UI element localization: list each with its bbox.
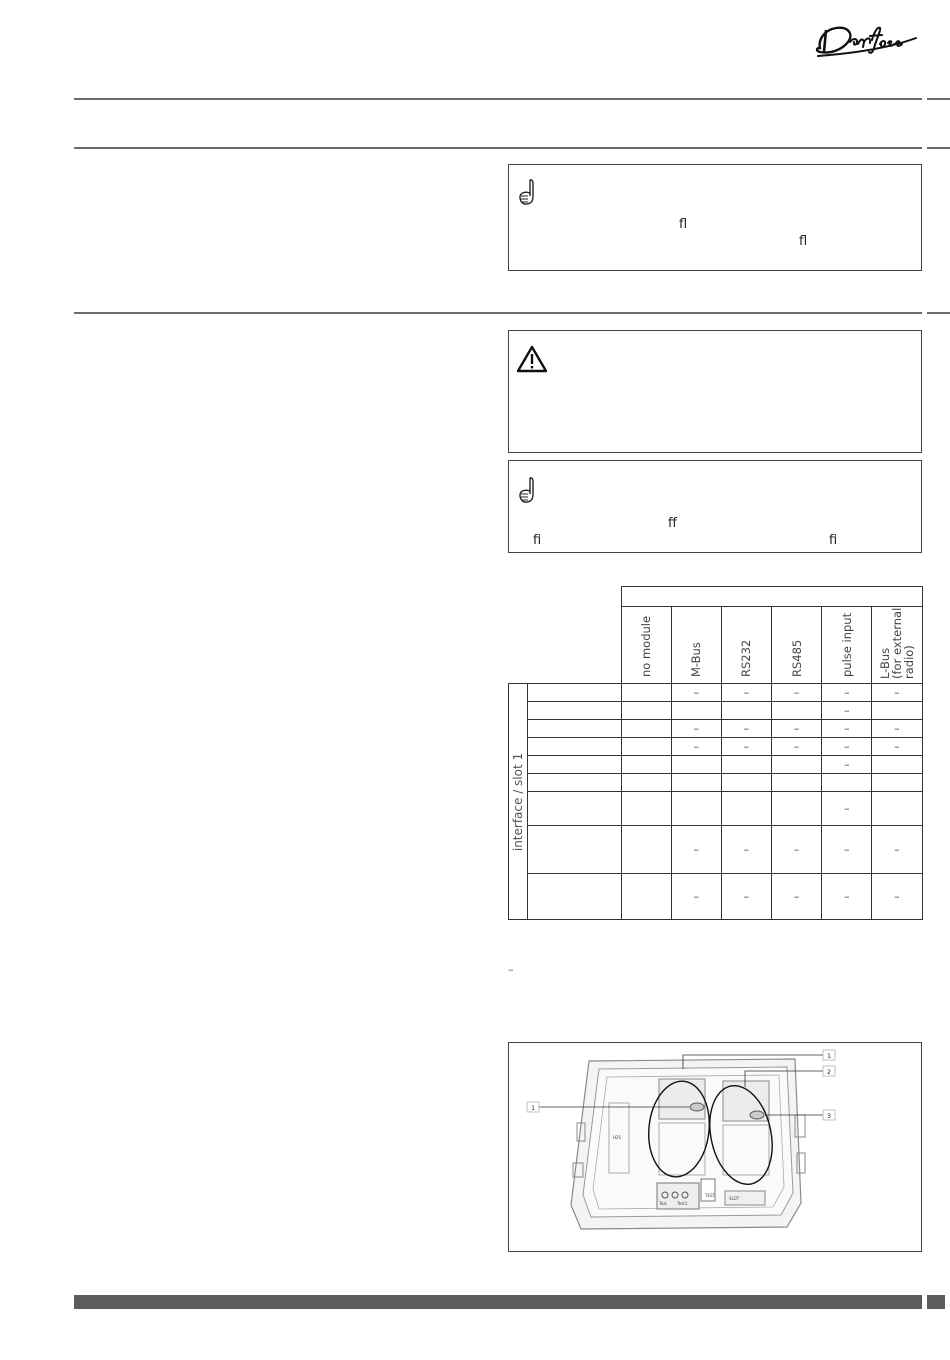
- table-cell: –: [671, 826, 721, 874]
- note-box-2: [508, 460, 922, 553]
- table-cell: [771, 774, 821, 792]
- footer-page-tab: [927, 1295, 945, 1309]
- callout-number: 1: [827, 1053, 831, 1060]
- module-compatibility-table: [508, 586, 923, 920]
- table-cell: [621, 774, 671, 792]
- table-cell: –: [721, 874, 771, 920]
- test-label: Test1: [677, 1201, 688, 1206]
- warning-box: [508, 330, 922, 453]
- table-cell: [621, 826, 671, 874]
- table-cell: [671, 702, 721, 720]
- table-cell: –: [671, 874, 721, 920]
- header-rule-bottom: [74, 147, 922, 149]
- table-cell: –: [771, 684, 821, 702]
- ligature-glyph: ﬁ: [533, 533, 542, 548]
- table-cell: [771, 792, 821, 826]
- note-box-1: [508, 164, 922, 271]
- column-header: pulse input: [822, 607, 872, 684]
- column-header: no module: [621, 607, 671, 684]
- table-cell: –: [671, 720, 721, 738]
- row-label-cell: [528, 792, 621, 826]
- callout-number: 1: [531, 1105, 535, 1112]
- test-label: TEST: [705, 1193, 715, 1198]
- table-cell: [721, 702, 771, 720]
- table-cell: [621, 874, 671, 920]
- section-rule: [74, 312, 922, 314]
- h2s-label: H2S: [613, 1135, 622, 1140]
- table-cell: [671, 756, 721, 774]
- row-label-cell: [528, 774, 621, 792]
- slot-label: SLOT: [729, 1196, 740, 1201]
- table-cell: –: [872, 874, 922, 920]
- table-cell: [621, 720, 671, 738]
- column-header: M-Bus: [671, 607, 721, 684]
- figure-box: [508, 1042, 922, 1252]
- header-rule-bottom-tab: [927, 147, 950, 149]
- header-rule-top: [74, 98, 922, 100]
- row-label-cell: [528, 874, 621, 920]
- table-cell: –: [872, 738, 922, 756]
- device-illustration: [509, 1043, 921, 1251]
- table-cell: –: [872, 826, 922, 874]
- table-row: [509, 792, 923, 826]
- table-footnote: –: [508, 963, 514, 976]
- table-cell: –: [771, 738, 821, 756]
- section-rule-tab: [927, 312, 950, 314]
- danfoss-logo: [814, 18, 918, 60]
- warning-triangle-icon: [516, 345, 548, 373]
- header-rule-top-tab: [927, 98, 950, 100]
- row-label-cell: [528, 702, 621, 720]
- table-cell: [721, 792, 771, 826]
- table-cell: –: [721, 684, 771, 702]
- column-header: RS232: [721, 607, 771, 684]
- footer-bar: [74, 1295, 922, 1309]
- row-axis-label: interface / slot 1: [509, 684, 528, 920]
- table-cell: –: [822, 738, 872, 756]
- table-row: [509, 756, 923, 774]
- pointing-hand-icon: [517, 179, 539, 207]
- table-group-header: [621, 587, 922, 607]
- table-cell: –: [872, 684, 922, 702]
- row-label-cell: [528, 756, 621, 774]
- row-label-cell: [528, 684, 621, 702]
- table-row: [509, 874, 923, 920]
- ligature-glyph: ﬀ: [668, 516, 677, 531]
- table-cell: –: [822, 756, 872, 774]
- table-cell: –: [822, 684, 872, 702]
- table-cell: [621, 702, 671, 720]
- table-cell: [822, 774, 872, 792]
- table-cell: [872, 756, 922, 774]
- ligature-glyph: ﬂ: [799, 234, 808, 249]
- table-cell: [621, 792, 671, 826]
- table-row: [509, 702, 923, 720]
- table-cell: [721, 756, 771, 774]
- table-row: [509, 684, 923, 702]
- table-cell: –: [721, 738, 771, 756]
- table-cell: –: [771, 874, 821, 920]
- table-cell: –: [822, 792, 872, 826]
- row-label-cell: [528, 720, 621, 738]
- table-row: [509, 720, 923, 738]
- table-cell: –: [771, 826, 821, 874]
- ligature-glyph: ﬁ: [829, 533, 838, 548]
- callout-number: 2: [827, 1069, 831, 1076]
- table-cell: –: [671, 684, 721, 702]
- ligature-glyph: ﬂ: [679, 217, 688, 232]
- table-cell: [771, 702, 821, 720]
- column-header: RS485: [771, 607, 821, 684]
- table-cell: –: [771, 720, 821, 738]
- table-cell: –: [822, 720, 872, 738]
- table-cell: –: [721, 720, 771, 738]
- table-cell: [872, 702, 922, 720]
- table-cell: [721, 774, 771, 792]
- table-cell: –: [872, 720, 922, 738]
- row-label-cell: [528, 738, 621, 756]
- table-cell: –: [721, 826, 771, 874]
- table-cell: [872, 774, 922, 792]
- table-row: [509, 774, 923, 792]
- table-cell: –: [822, 702, 872, 720]
- row-label-cell: [528, 826, 621, 874]
- table-cell: –: [822, 826, 872, 874]
- table-cell: [671, 792, 721, 826]
- table-row: [509, 826, 923, 874]
- column-header: L-Bus (for external radio): [872, 607, 922, 684]
- table-row: [509, 738, 923, 756]
- table-cell: [671, 774, 721, 792]
- table-cell: [621, 738, 671, 756]
- test-label: Test: [659, 1201, 667, 1206]
- table-cell: [872, 792, 922, 826]
- table-cell: [621, 756, 671, 774]
- table-cell: –: [671, 738, 721, 756]
- callout-number: 3: [827, 1113, 831, 1120]
- table-cell: –: [822, 874, 872, 920]
- table-cell: [771, 756, 821, 774]
- table-cell: [621, 684, 671, 702]
- pointing-hand-icon: [517, 477, 539, 505]
